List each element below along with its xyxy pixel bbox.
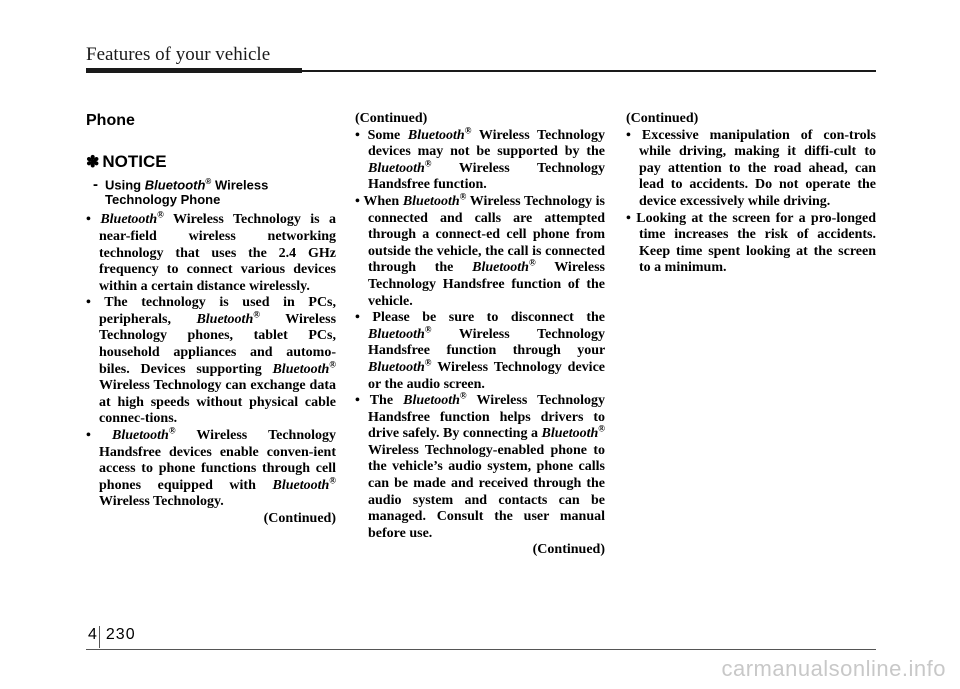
bullet-item [86,295,336,428]
notice-subtitle [93,174,336,208]
bluetooth-term: Bluetooth [368,359,425,375]
bluetooth-term: Bluetooth [403,393,460,409]
page-number [88,626,136,644]
bullet-text: Wireless Technology is connected and calls are attempted through a connect-ed cell phone from outside the vehicle, the call is connected through the [368,193,606,276]
notice-sub-bluetooth: Bluetooth [144,177,206,193]
bluetooth-term: Bluetooth [368,326,425,342]
bullet-text: When [363,193,400,209]
reg-mark: ® [329,359,336,370]
bullet-item [626,128,876,211]
bullet-text: Wireless Technology can exchange data at high speeds without physical cable connec-tions. [99,378,336,427]
bullet-text: Wireless Technology Handsfree function helps drivers to drive safely. By connecting a [368,393,606,442]
reg-mark: ® [253,309,260,320]
column-3 [626,111,876,277]
bluetooth-term: Bluetooth [402,193,460,209]
bullet-text: Wireless Technology Handsfree devices enable conven-ient access to phone functions through cell phones equipped with [99,428,337,493]
reg-mark: ® [598,423,606,434]
bluetooth-term: Bluetooth [272,477,330,493]
page-header-title: Features of your vehicle [86,44,271,65]
bullet-mark: • [355,310,360,326]
notice-heading [86,153,336,172]
bullet-item [355,390,606,542]
bullet-text: Please be sure to disconnect the [372,310,605,326]
reg-mark: ® [424,357,432,368]
bullet-mark: • [626,210,631,226]
bullet-text: Wireless Technology Handsfree function. [368,160,605,193]
bullet-item [355,310,605,393]
bullet-item [86,425,337,511]
bullet-text: Wireless Technology. [99,494,224,510]
bluetooth-term: Bluetooth [368,160,425,176]
reg-mark: ® [329,475,337,486]
bluetooth-term: Bluetooth [472,260,529,276]
chapter-number: 4 [88,626,98,643]
bullet-text: Wireless Technology devices may not be supported by the [368,127,605,160]
bullet-text: The [369,393,394,409]
footer-rule [86,649,876,650]
reg-mark: ® [168,425,176,436]
bluetooth-term: Bluetooth [272,361,330,377]
reg-mark: ® [157,209,164,220]
reg-mark: ® [424,158,432,169]
bullet-text: Wireless Technology phones, tablet PCs, household appliances and automo-biles. Devices supporting [99,311,337,377]
notice-sub-suffix: Wireless Technology Phone [105,177,269,208]
column-1 [86,111,336,528]
bullet-text: Wireless Technology-enabled phone to the vehicle’s audio system, phone calls can be made and received through the audio system and contacts can be managed. Consult the user manual before use. [368,442,605,541]
bluetooth-term: Bluetooth [196,311,254,327]
bluetooth-term: Bluetooth [112,428,169,444]
bullet-mark: • [86,295,91,311]
section-title: Phone [86,112,135,129]
bullet-mark: • [86,428,91,444]
notice-label: NOTICE [102,152,167,171]
continued-label: (Continued) [532,542,605,558]
reg-mark: ® [459,390,467,401]
notice-sub-prefix: Using [105,177,142,193]
reg-mark: ® [464,124,472,135]
bluetooth-term: Bluetooth [100,212,158,228]
bullet-text: Looking at the screen for a pro-longed time increases the risk of accidents. Keep time spent looking at the screen to a minimum. [636,210,877,276]
reg-mark: ® [424,324,432,335]
column-2 [355,111,605,559]
bullet-mark: • [355,193,360,209]
bluetooth-term: Bluetooth [407,127,465,143]
bluetooth-term: Bluetooth [541,426,599,442]
bullet-item [626,211,876,277]
bullet-text: The technology is used in PCs, peripherals, [99,295,337,327]
bullet-text: Some [367,127,401,143]
header-rule-thick [86,68,302,73]
notice-star-icon: ✽ [86,154,100,171]
reg-mark: ® [459,191,467,202]
continued-label: (Continued) [263,511,336,527]
bullet-mark: • [626,127,631,143]
bullet-text: Wireless Technology Handsfree function of the vehicle. [368,260,605,309]
bullet-text: Wireless Technology device or the audio screen. [368,359,605,392]
bullet-item [355,191,606,310]
bullet-item [86,209,337,295]
continued-label: (Continued) [626,111,699,126]
bullet-mark: • [355,393,360,409]
bullet-text: Wireless Technology Handsfree function through your [368,326,605,359]
continued-label: (Continued) [355,111,428,126]
page-number-value: 230 [105,626,136,643]
bullet-mark: • [355,127,360,143]
header-rule-thin [302,70,876,72]
notice-sub-reg: ® [205,177,212,186]
bullet-mark: • [86,212,91,228]
notice-dash: - [93,176,98,194]
bullet-text: Wireless Technology is a near-field wireless networking technology that uses the 2.4 GHz frequency to connect various devices within a certain distance wirelessly. [99,212,337,294]
footer-divider-vertical [99,626,100,648]
bullet-text: Excessive manipulation of con-trols while driving, making it diffi-cult to pay attention to the road ahead, can lead to accidents. Do not operate the device excessively while driving. [639,127,876,209]
bullet-item [355,124,605,194]
watermark: carmanualsonline.info [721,656,946,681]
reg-mark: ® [528,257,536,268]
